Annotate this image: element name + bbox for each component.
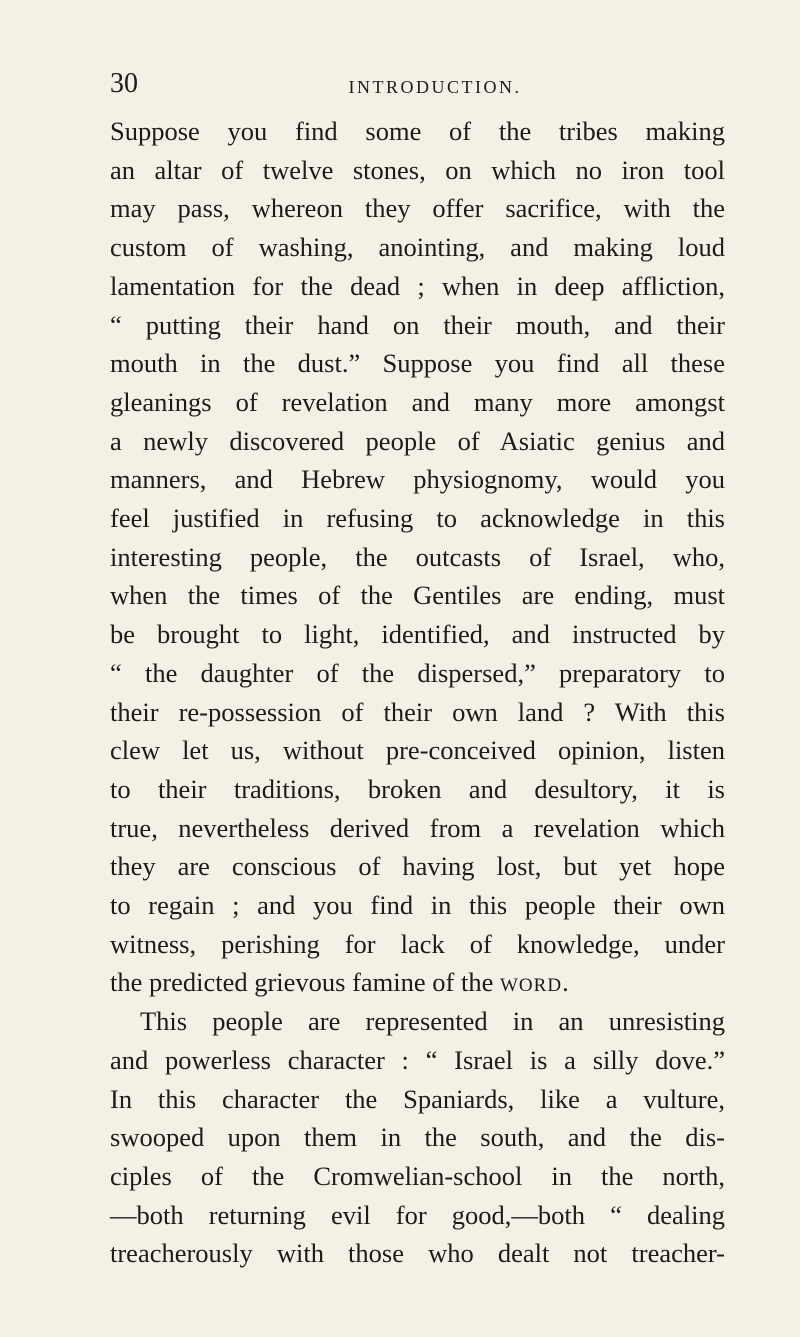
- text-line: treacherously with those who dealt not treacher-: [110, 1238, 725, 1269]
- period: .: [562, 967, 569, 998]
- body-text: [110, 112, 725, 1273]
- text-line: true, nevertheless derived from a revelation which: [110, 812, 725, 843]
- text-line: ciples of the Cromwelian-school in the north,: [110, 1160, 725, 1191]
- text-line-paragraph-end: [110, 963, 725, 1002]
- text-line: —both returning evil for good,—both “ dealing: [110, 1199, 725, 1230]
- text-line: lamentation for the dead ; when in deep affliction,: [110, 270, 725, 301]
- text-line: may pass, whereon they offer sacrifice, with the: [110, 193, 725, 224]
- text-line: to their traditions, broken and desultory, it is: [110, 773, 725, 804]
- text-line: their re-possession of their own land ? With this: [110, 696, 725, 727]
- text-line: In this character the Spaniards, like a vulture,: [110, 1083, 725, 1114]
- text-line: manners, and Hebrew physiognomy, would you: [110, 464, 725, 495]
- text-line: to regain ; and you find in this people their own: [110, 890, 725, 921]
- page-number: 30: [110, 68, 138, 99]
- text-line: custom of washing, anointing, and making loud: [110, 232, 725, 263]
- text-line: mouth in the dust.” Suppose you find all these: [110, 348, 725, 379]
- text-line: swooped upon them in the south, and the dis-: [110, 1122, 725, 1153]
- text-line: clew let us, without pre-conceived opinion, listen: [110, 735, 725, 766]
- text-line: when the times of the Gentiles are ending, must: [110, 580, 725, 611]
- text-line: be brought to light, identified, and instructed by: [110, 619, 725, 650]
- text-line: an altar of twelve stones, on which no iron tool: [110, 154, 725, 185]
- text-segment: the predicted grievous famine of the: [110, 967, 494, 998]
- small-caps-word: word: [500, 967, 563, 998]
- text-line: “ putting their hand on their mouth, and their: [110, 309, 725, 340]
- running-head: INTRODUCTION.: [348, 77, 522, 97]
- text-line: “ the daughter of the dispersed,” preparatory to: [110, 657, 725, 688]
- text-line: interesting people, the outcasts of Israel, who,: [110, 541, 725, 572]
- text-line: they are conscious of having lost, but yet hope: [110, 851, 725, 882]
- text-line: gleanings of revelation and many more amongst: [110, 386, 725, 417]
- text-line-paragraph-start: This people are represented in an unresisting: [140, 1006, 725, 1037]
- text-line: Suppose you find some of the tribes making: [110, 116, 725, 146]
- text-line: a newly discovered people of Asiatic genius and: [110, 425, 725, 456]
- text-line: and powerless character : “ Israel is a silly dove.”: [110, 1044, 725, 1075]
- text-line: witness, perishing for lack of knowledge, under: [110, 928, 725, 959]
- text-line: feel justified in refusing to acknowledge in this: [110, 503, 725, 534]
